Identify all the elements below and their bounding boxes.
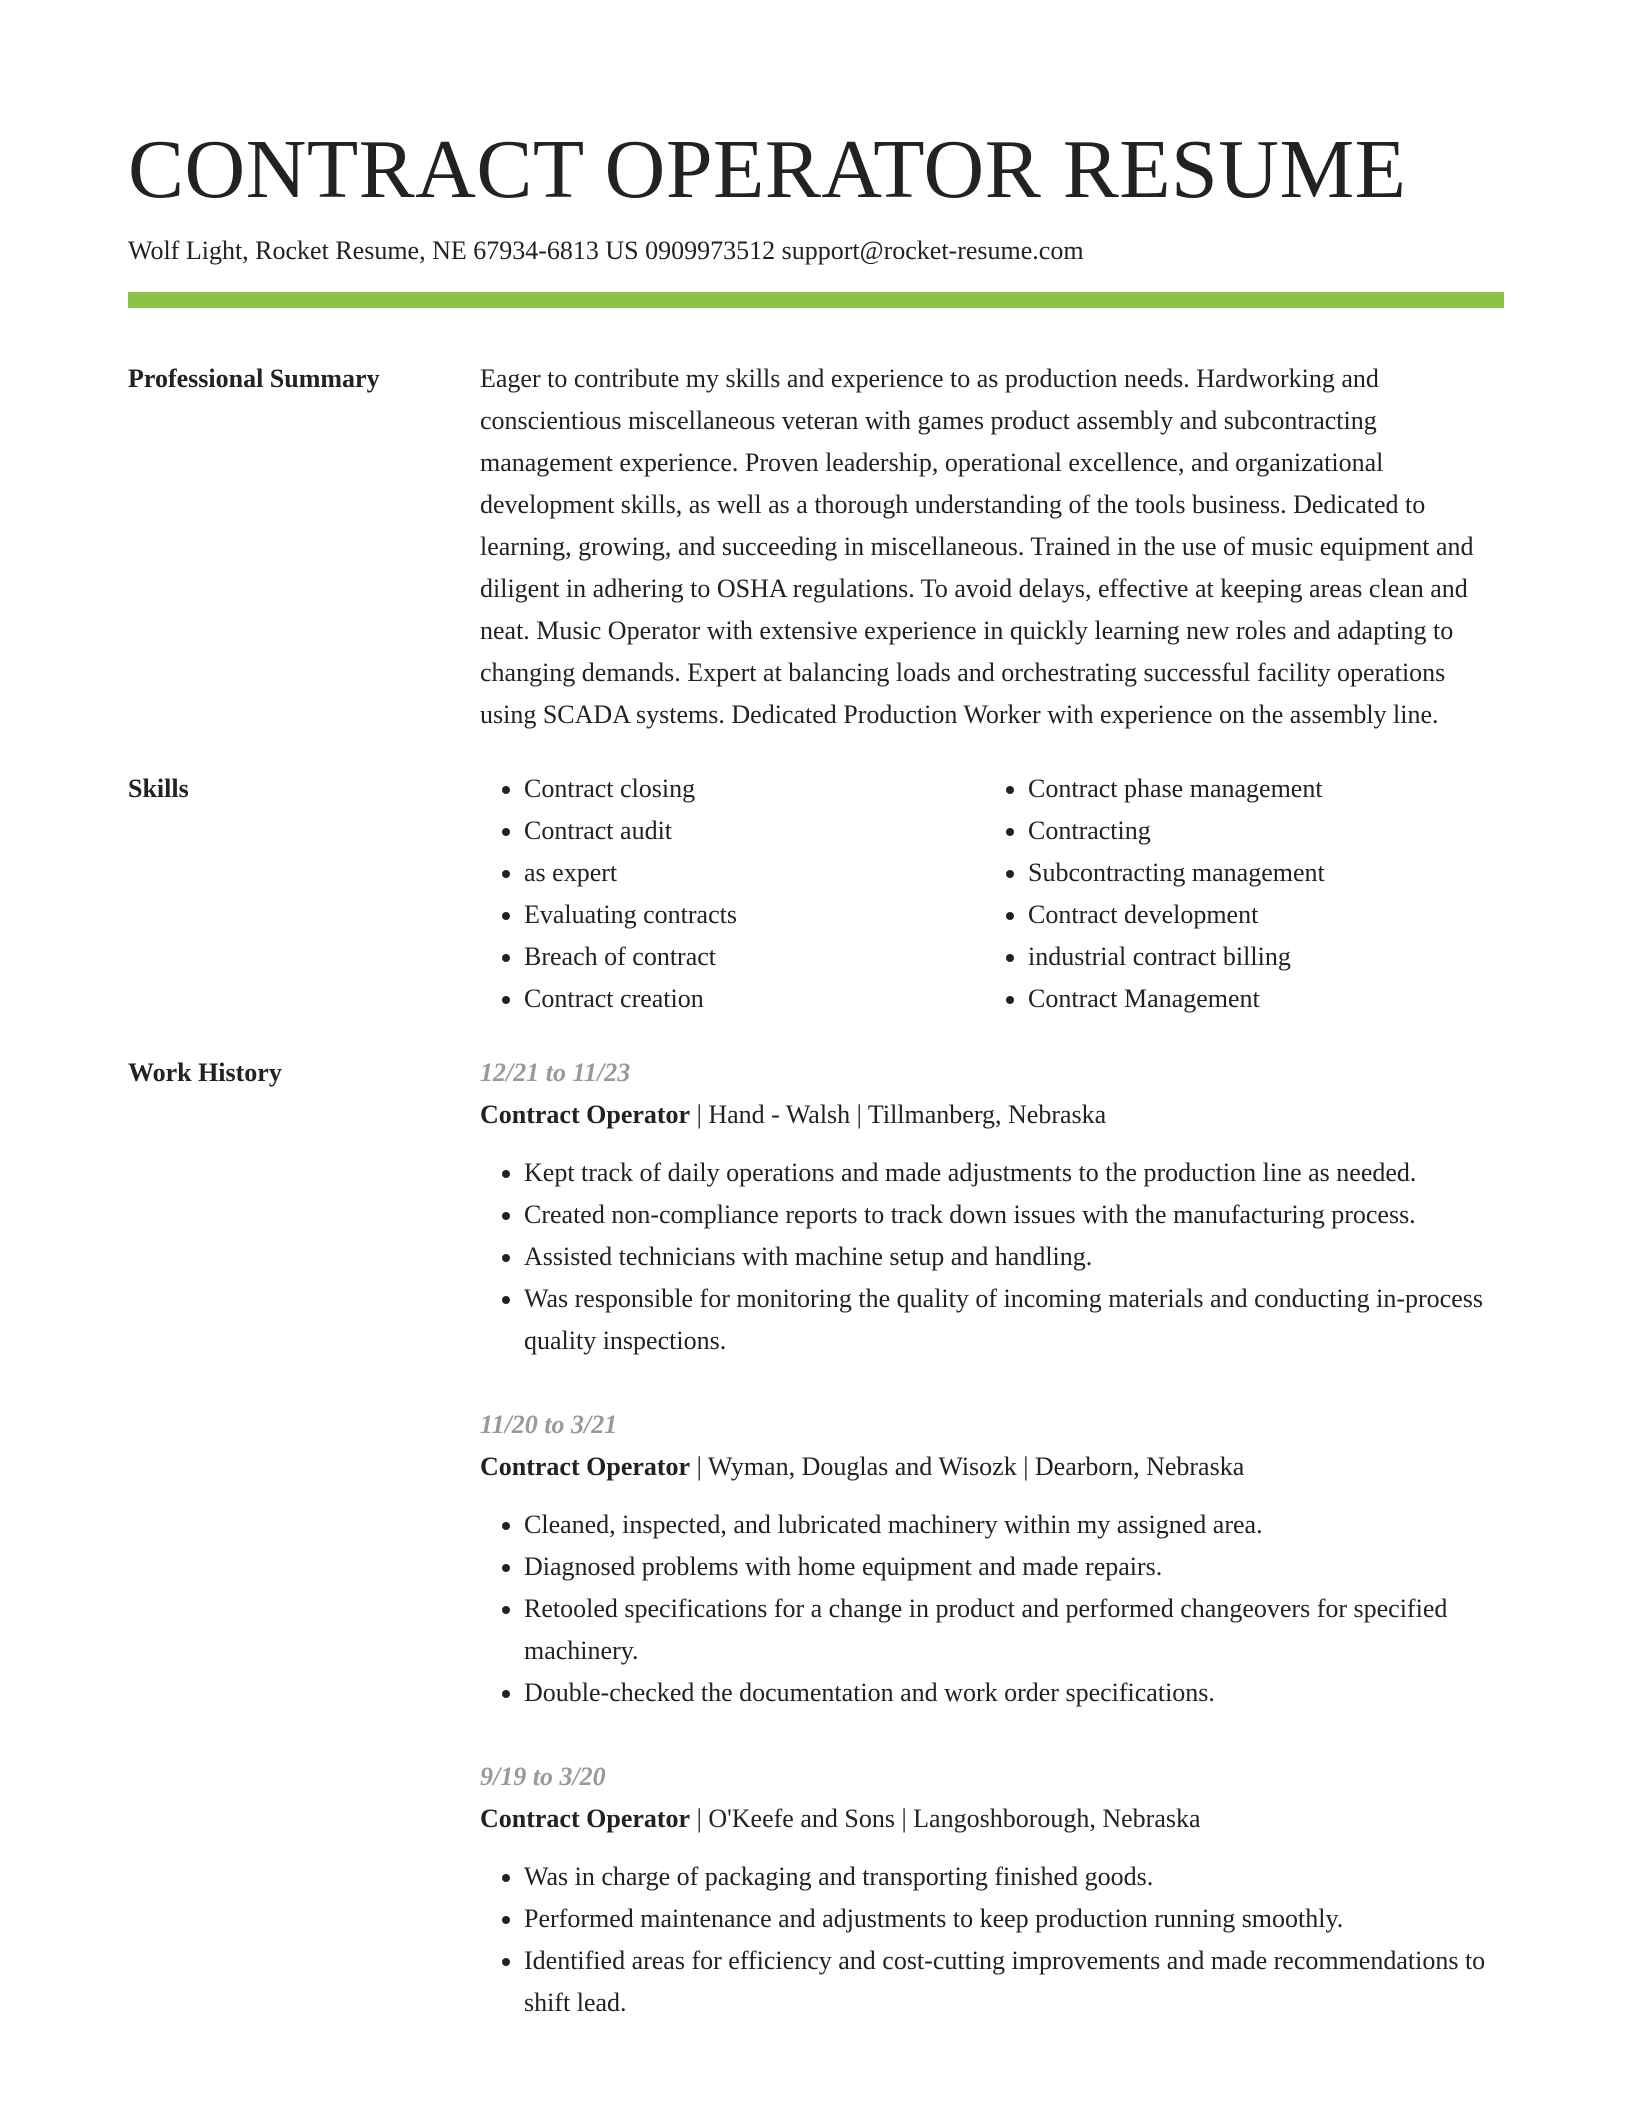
job-details: | Hand - Walsh | Tillmanberg, Nebraska xyxy=(690,1100,1107,1129)
skills-section xyxy=(128,768,1504,1020)
job-title: Contract Operator xyxy=(480,1452,691,1481)
section-label-summary: Professional Summary xyxy=(128,364,380,393)
skill-item: • Contract audit xyxy=(524,810,984,852)
skills-body xyxy=(480,768,1504,1020)
job-dates: 12/21 to 11/23 xyxy=(480,1058,631,1087)
job-title: Contract Operator xyxy=(480,1804,691,1833)
accent-divider xyxy=(128,292,1504,308)
job-details: | O'Keefe and Sons | Langoshborough, Nebraska xyxy=(690,1804,1201,1833)
summary-body xyxy=(480,358,1504,736)
job-title: Contract Operator xyxy=(480,1100,691,1129)
skill-item: • Contract creation xyxy=(524,978,984,1020)
skills-column-right xyxy=(984,768,1488,1020)
skills-list-left xyxy=(480,768,984,1020)
skill-item: • Contract closing xyxy=(524,768,984,810)
skill-item: • Evaluating contracts xyxy=(524,894,984,936)
job-bullet: • Kept track of daily operations and made adjustments to the production line as needed. xyxy=(524,1152,1504,1194)
job-heading xyxy=(480,1798,1504,1840)
skill-item: • industrial contract billing xyxy=(1028,936,1488,978)
contact-line: Wolf Light, Rocket Resume, NE 67934-6813 US 0909973512 support@rocket-resume.com xyxy=(128,236,1084,265)
skills-columns xyxy=(480,768,1504,1020)
job-bullet: • Identified areas for efficiency and cost-cutting improvements and made recommendations to shift lead. xyxy=(524,1940,1504,2024)
job-heading xyxy=(480,1094,1504,1136)
job-entry xyxy=(480,1404,1504,1714)
job-bullet: • Retooled specifications for a change in product and performed changeovers for specified machinery. xyxy=(524,1588,1504,1672)
skill-item: • Contract Management xyxy=(1028,978,1488,1020)
professional-summary-section xyxy=(128,358,1504,736)
skill-item: • as expert xyxy=(524,852,984,894)
job-bullet: • Assisted technicians with machine setup and handling. xyxy=(524,1236,1504,1278)
job-bullet-list xyxy=(480,1152,1504,1362)
job-dates: 9/19 to 3/20 xyxy=(480,1762,606,1791)
resume-page xyxy=(128,0,1504,2066)
job-bullet: • Performed maintenance and adjustments to keep production running smoothly. xyxy=(524,1898,1504,1940)
skill-item: • Contract development xyxy=(1028,894,1488,936)
job-heading xyxy=(480,1446,1504,1488)
job-bullet: • Double-checked the documentation and work order specifications. xyxy=(524,1672,1504,1714)
section-label-work-history: Work History xyxy=(128,1058,282,1087)
job-bullet: • Was responsible for monitoring the quality of incoming materials and conducting in-process quality inspections. xyxy=(524,1278,1504,1362)
skills-column-left xyxy=(480,768,984,1020)
skill-item: • Contract phase management xyxy=(1028,768,1488,810)
skill-item: • Breach of contract xyxy=(524,936,984,978)
job-bullet-list xyxy=(480,1504,1504,1714)
job-bullet: • Created non-compliance reports to track down issues with the manufacturing process. xyxy=(524,1194,1504,1236)
work-history-section xyxy=(128,1052,1504,2066)
summary-text: Eager to contribute my skills and experience to as production needs. Hardworking and conscientious miscellaneous veteran with games product assembly and subcontracting management experience. Proven leadership, operational excellence, and organizational development skills, as well as a thorough understanding of the tools business. Dedicated to learning, growing, and succeeding in miscellaneous. Trained in the use of music equipment and diligent in adhering to OSHA regulations. To avoid delays, effective at keeping areas clean and neat. Music Operator with extensive experience in quickly learning new roles and adapting to changing demands. Expert at balancing loads and orchestrating successful facility operations using SCADA systems. Dedicated Production Worker with experience on the assembly line. xyxy=(480,364,1474,729)
job-bullet: • Was in charge of packaging and transporting finished goods. xyxy=(524,1856,1504,1898)
section-label-skills: Skills xyxy=(128,774,189,803)
skill-item: • Subcontracting management xyxy=(1028,852,1488,894)
work-history-body xyxy=(480,1052,1504,2066)
skills-list-right xyxy=(984,768,1488,1020)
skill-item: • Contracting xyxy=(1028,810,1488,852)
job-entry xyxy=(480,1052,1504,1362)
resume-title: CONTRACT OPERATOR RESUME xyxy=(128,123,1407,216)
job-details: | Wyman, Douglas and Wisozk | Dearborn, Nebraska xyxy=(690,1452,1245,1481)
job-bullet-list xyxy=(480,1856,1504,2024)
job-bullet: • Cleaned, inspected, and lubricated machinery within my assigned area. xyxy=(524,1504,1504,1546)
job-dates: 11/20 to 3/21 xyxy=(480,1410,618,1439)
job-entry xyxy=(480,1756,1504,2024)
job-bullet: • Diagnosed problems with home equipment and made repairs. xyxy=(524,1546,1504,1588)
